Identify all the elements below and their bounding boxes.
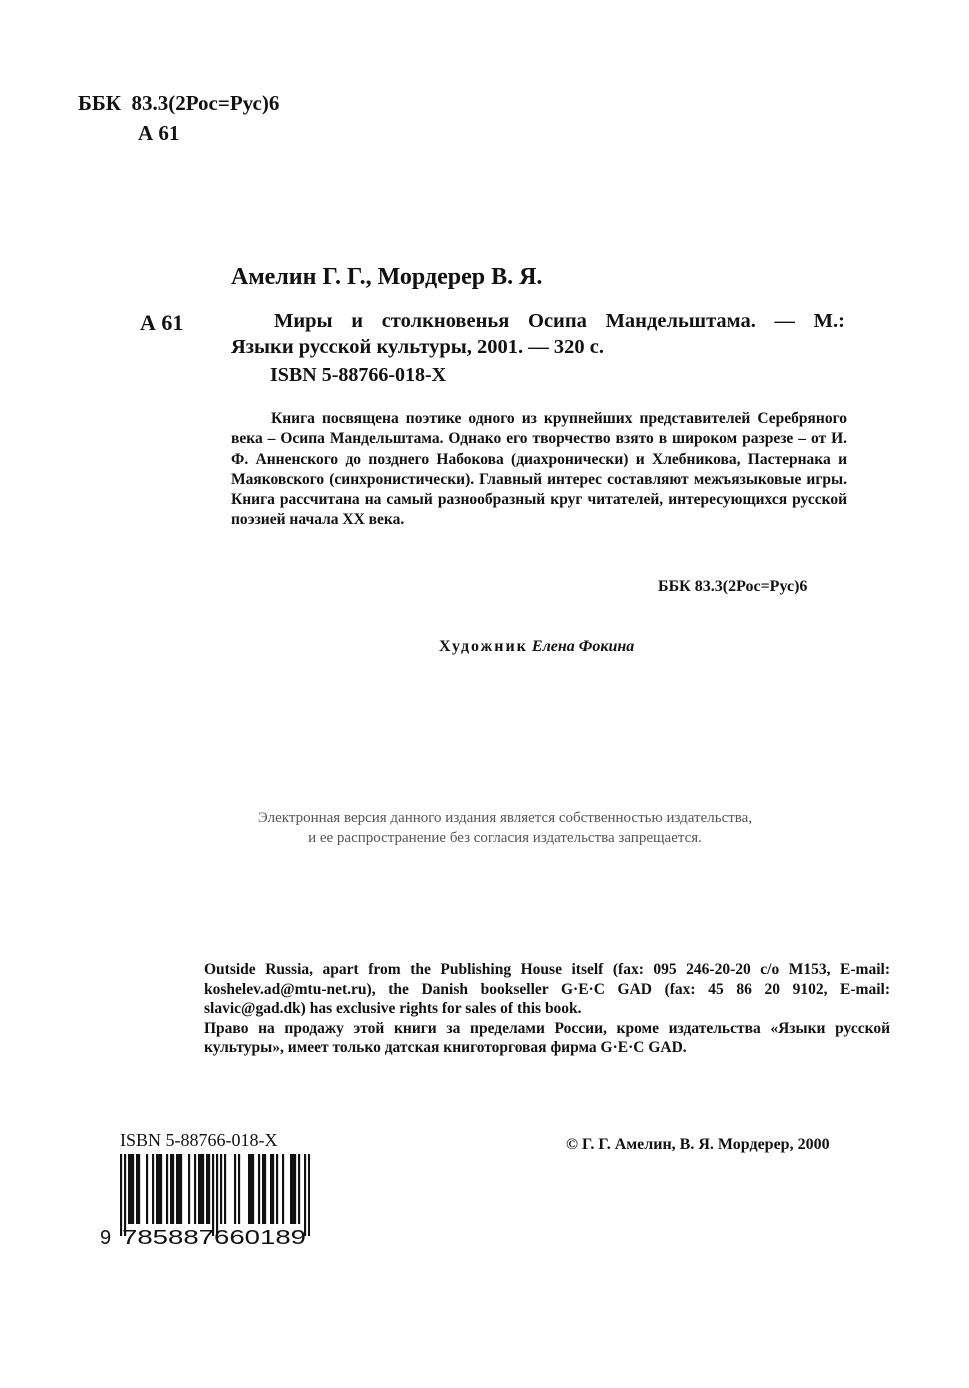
bbk-index: 83.3(2Рос=Рус)6: [131, 91, 280, 115]
author-sign-left: А 61: [140, 310, 184, 335]
barcode-bar: [238, 1154, 240, 1224]
barcode-bar: [194, 1154, 196, 1224]
barcode-bar: [152, 1154, 154, 1224]
barcode-bar: [166, 1154, 168, 1224]
sales-rights-en: Outside Russia, apart from the Publishing House itself (fax: 095 246-20-20 c/o M153, E-mail: koshelev.ad@mtu-net.ru), the Danish bookseller G·E·C GAD (fax: 45 86 20 9102, E-mail: slavic@gad.dk) has exclusive rights for sales of this book.: [204, 961, 890, 1017]
barcode-bar: [216, 1154, 218, 1236]
sales-rights-ru: Право на продажу этой книги за пределами России, кроме издательства «Языки русской культуры», имеет только датская книготорговая фирма G·E·C GAD.: [204, 1019, 890, 1056]
barcode-bar: [206, 1154, 208, 1224]
barcode-bar: [292, 1154, 294, 1224]
artist-name: Елена Фокина: [531, 638, 635, 655]
barcode-bar: [220, 1154, 222, 1224]
electronic-notice-line-2: и ее распространение без согласия издательства запрещается.: [308, 830, 702, 846]
barcode-bar: [176, 1154, 178, 1224]
barcode-bar: [290, 1154, 292, 1224]
bbk-right: ББК 83.3(2Рос=Рус)6: [658, 578, 808, 595]
barcode-bar: [272, 1154, 274, 1224]
barcode-bar: [138, 1154, 140, 1224]
bbk-header: [78, 88, 279, 148]
barcode-bar: [130, 1154, 132, 1224]
authors-heading: Амелин Г. Г., Мордерер В. Я.: [231, 264, 543, 290]
title-block: [231, 308, 845, 360]
title-line-2: Языки русской культуры, 2001. — 320 с.: [231, 336, 604, 358]
title-line-1: Миры и столкновенья Осипа Мандельштама. — М.:: [274, 310, 845, 332]
barcode-bar: [264, 1154, 266, 1224]
barcode-bar: [158, 1154, 160, 1224]
barcode-bar: [234, 1154, 236, 1224]
artist-credit: [439, 638, 634, 656]
author-sign: А 61: [138, 121, 180, 145]
barcode-bar: [160, 1154, 162, 1224]
barcode-bar: [146, 1154, 148, 1224]
barcode-bar: [172, 1154, 174, 1224]
barcode-bar: [248, 1154, 250, 1224]
barcode-bar: [304, 1154, 306, 1236]
barcode-bar: [224, 1154, 226, 1224]
barcode-bar: [202, 1154, 204, 1224]
barcode-bar: [212, 1154, 214, 1236]
barcode-bar: [200, 1154, 202, 1224]
barcode-bar: [308, 1154, 310, 1236]
sales-rights: [204, 960, 890, 1058]
barcode-digits: 785887660189: [122, 1227, 306, 1246]
barcode-bar: [282, 1154, 284, 1224]
isbn-main: ISBN 5-88766-018-X: [270, 364, 447, 386]
copyright: © Г. Г. Амелин, В. Я. Мордерер, 2000: [566, 1136, 830, 1153]
barcode-bar: [188, 1154, 190, 1224]
barcode-bar: [298, 1154, 300, 1224]
barcode-bar: [198, 1154, 200, 1224]
barcode-bar: [262, 1154, 264, 1224]
barcode-bar: [250, 1154, 252, 1224]
barcode: [100, 1154, 310, 1246]
barcode-bar: [178, 1154, 180, 1224]
barcode-bar: [124, 1154, 126, 1236]
bbk-label: ББК: [78, 91, 121, 115]
isbn-barcode-label: ISBN 5-88766-018-X: [120, 1130, 278, 1150]
barcode-digit-first: 9: [100, 1227, 112, 1246]
barcode-bar: [252, 1154, 254, 1224]
barcode-bar: [180, 1154, 182, 1224]
annotation-text: Книга посвящена поэтике одного из крупнейших представителей Серебряного века – Осипа Мандельштама. Однако его творчество взято в широком разрезе – от И. Ф. Анненского до позднего Набокова (диахронически) и Хлебникова, Пастернака и Маяковского (синхронистически). Главный интерес составляют межъязыковые игры. Книга рассчитана на самый разнообразный круг читателей, интересующихся русской поэзией начала XX века.: [231, 410, 847, 529]
barcode-bar: [294, 1154, 296, 1224]
barcode-bar: [128, 1154, 130, 1224]
barcode-bar: [258, 1154, 260, 1224]
barcode-bar: [156, 1154, 158, 1224]
artist-role: Художник: [439, 638, 528, 655]
electronic-notice-line-1: Электронная версия данного издания является собственностью издательства,: [257, 810, 753, 826]
barcode-bar: [120, 1154, 122, 1236]
barcode-bar: [208, 1154, 210, 1224]
barcode-bar: [170, 1154, 172, 1224]
barcode-bar: [276, 1154, 278, 1224]
barcode-bar: [136, 1154, 138, 1224]
barcode-bar: [132, 1154, 134, 1224]
barcode-bar: [270, 1154, 272, 1224]
annotation: [231, 409, 847, 531]
electronic-notice: [200, 808, 810, 848]
